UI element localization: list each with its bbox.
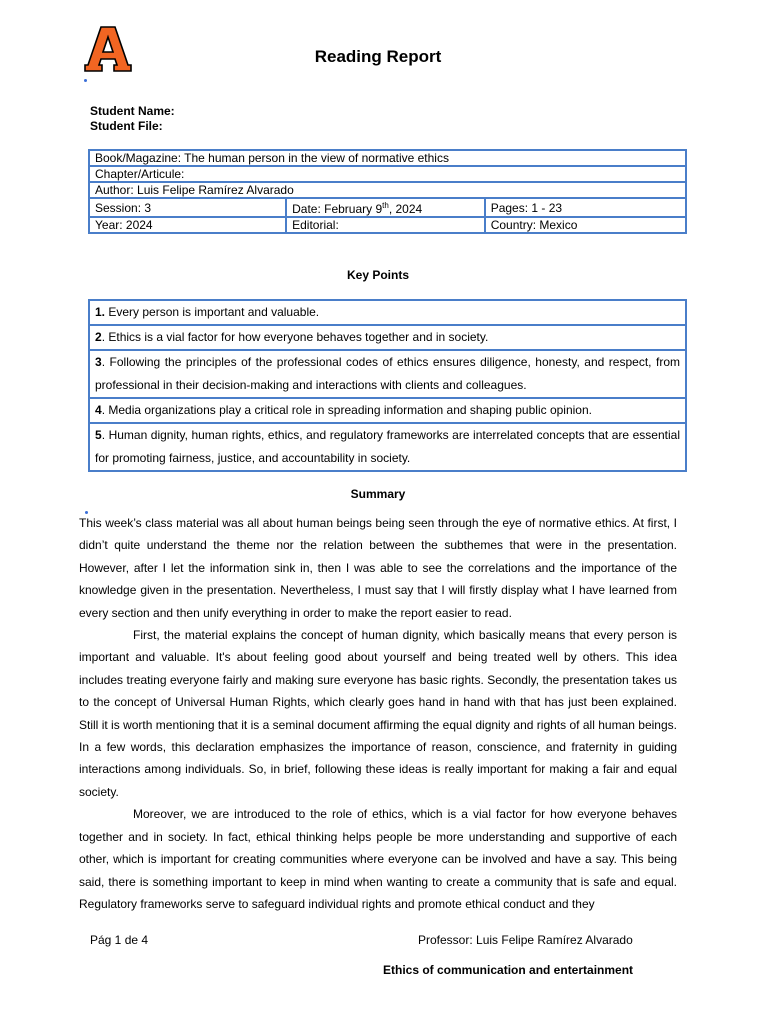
key-point-text: . Ethics is a vial factor for how everyone behaves together and in society. xyxy=(101,330,489,344)
author-cell: Author: Luis Felipe Ramírez Alvarado xyxy=(89,182,686,198)
student-name-label: Student Name: xyxy=(90,104,175,118)
date-text: Date: February 9 xyxy=(292,202,383,216)
book-info-table xyxy=(88,149,687,234)
key-point-number: 1. xyxy=(95,305,106,319)
key-point-text: . Following the principles of the professional codes of ethics ensures diligence, honesty, and respect, from professional in their decision-making and interactions with clients and colleagues. xyxy=(95,355,680,392)
date-cell xyxy=(286,198,485,217)
summary-body xyxy=(79,512,677,915)
key-point-text: . Human dignity, human rights, ethics, and regulatory frameworks are interrelated concepts that are essential for promoting fairness, justice, and accountability in society. xyxy=(95,428,680,465)
summary-title: Summary xyxy=(350,487,406,501)
book-cell: Book/Magazine: The human person in the view of normative ethics xyxy=(89,150,686,166)
key-point-number: 5 xyxy=(95,428,102,442)
page-number: Pág 1 de 4 xyxy=(90,933,149,947)
page-title: Reading Report xyxy=(314,47,442,66)
key-points-title: Key Points xyxy=(346,268,409,282)
country-cell: Country: Mexico xyxy=(485,217,686,233)
key-point-number: 4 xyxy=(95,403,102,417)
summary-paragraph: First, the material explains the concept of human dignity, which basically means that every person is important and valuable. It's about feeling good about yourself and being treated well by others. This idea includes treating everyone fairly and making sure everyone has basic rights. Secondly, the presentation takes us to the concept of Universal Human Rights, which clearly goes hand in hand with that has just been explained. Still it is worth mentioning that it is a seminal document affirming the equal dignity and rights of all human beings. In a few words, this declaration emphasizes the importance of reason, conscience, and fraternity in guiding interactions among individuals. So, in brief, following these ideas is really important for making a fair and equal society. xyxy=(79,628,677,799)
student-block xyxy=(90,104,175,134)
key-point-number: 2 xyxy=(95,330,102,344)
session-cell: Session: 3 xyxy=(89,198,286,217)
key-point-text: . Media organizations play a critical role in spreading information and shaping public opinion. xyxy=(101,403,592,417)
key-point-item xyxy=(89,398,686,423)
editorial-cell: Editorial: xyxy=(286,217,485,233)
course-name: Ethics of communication and entertainment xyxy=(383,963,634,977)
date-year: , 2024 xyxy=(388,202,423,216)
summary-paragraph: Moreover, we are introduced to the role of ethics, which is a vial factor for how everyone behaves together and in society. In fact, ethical thinking helps people be more understanding and supportive of each other, which is important for creating communities where everyone can be involved and have a say. This being said, there is something important to keep in mind when wanting to create a community that is safe and equal. Regulatory frameworks serve to safeguard individual rights and promote ethical conduct and they xyxy=(79,807,677,911)
chapter-cell: Chapter/Articule: xyxy=(89,166,686,182)
key-points-table xyxy=(88,299,687,472)
key-point-text: Every person is important and valuable. xyxy=(105,305,320,319)
marker-dot xyxy=(84,79,87,82)
summary-paragraph: This week’s class material was all about human beings being seen through the eye of normative ethics. At first, I didn’t quite understand the theme nor the relation between the subthemes that were in the presentation. However, after I let the information sink in, then I was able to see the correlations and the importance of the knowledge given in the presentation. Nevertheless, I must say that I will firstly display what I have learned from every section and then unify everything in order to make the report easier to read. xyxy=(79,516,677,620)
key-point-item xyxy=(89,423,686,471)
pages-cell: Pages: 1 - 23 xyxy=(485,198,686,217)
key-point-item xyxy=(89,325,686,350)
student-file-label: Student File: xyxy=(90,119,163,133)
key-point-number: 3 xyxy=(95,355,102,369)
key-point-item xyxy=(89,350,686,398)
professor-name: Professor: Luis Felipe Ramírez Alvarado xyxy=(418,933,633,947)
date-sup: th xyxy=(382,201,389,210)
key-point-item xyxy=(89,300,686,325)
year-cell: Year: 2024 xyxy=(89,217,286,233)
